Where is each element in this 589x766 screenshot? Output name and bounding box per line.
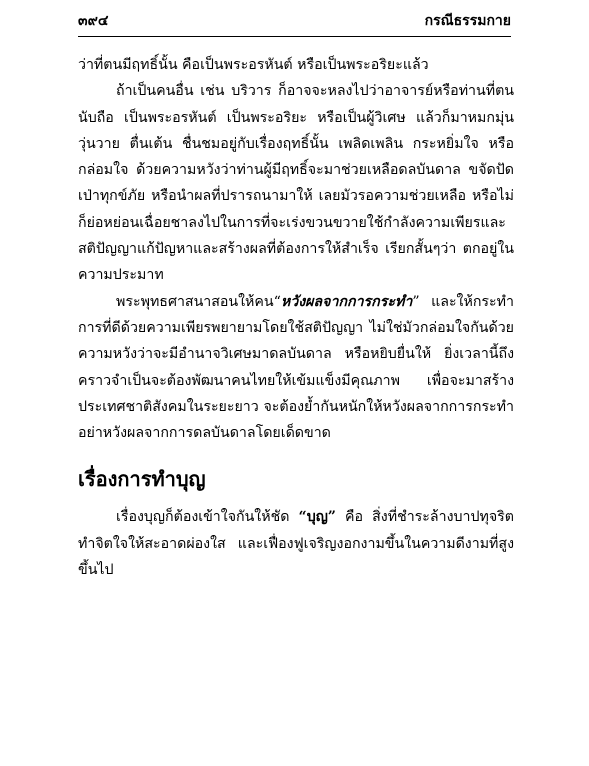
paragraph-text: ถ้าเป็นคนอื่น เช่น บริวาร ก็อาจจะหลงไปว่าอาจารย์หรือท่านที่ตนนับถือ เป็นพระอรหันต์ เป็นพระอริยะ หรือเป็นผู้วิเศษ แล้วก็มาหมกมุ่นวุ่นวาย ตื่นเต้น ชื่นชมอยู่กับเรื่องฤทธิ์นั้น เพลิดเพลิน กระหยิ่มใจ หรือกล่อมใจ ด้วยความหวังว่าท่านผู้มีฤทธิ์จะมาช่วยเหลือดลบันดาล ขจัดปัดเป่าทุกข์ภัย หรือนำผลที่ปรารถนามาให้ เลยมัวรอความช่วยเหลือ หรือไม่ก็ย่อหย่อนเฉื่อยชาลงไปในการที่จะเร่งขวนขวายใช้กำลังความเพียรและสติปัญญาแก้ปัญหาและสร้างผลที่ต้องการให้สำเร็จ เรียกสั้นๆว่า ตกอยู่ในความประมาท [78,83,514,284]
paragraph-text: คือ สิ่งที่ชำระล้างบาปทุจริต ทำจิตใจให้สะอาดผ่องใส และเฟื่องฟูเจริญงอกงามขึ้นในความดีงามที่สูงขึ้นไป [78,509,514,579]
emphasized-phrase: หวังผลจากการกระทำ [280,293,413,310]
paragraph-continuation [78,52,514,78]
paragraph-text: เรื่องบุญก็ต้องเข้าใจกันให้ชัด [116,509,299,526]
defined-term: “บุญ” [298,509,336,526]
open-quote: “ [273,293,281,310]
running-title: กรณีธรรมกาย [424,13,511,29]
paragraph-text: พระพุทธศาสนาสอนให้คน [116,293,274,310]
paragraph-text: ว่าที่ตนมีฤทธิ์นั้น คือเป็นพระอรหันต์ หรือเป็นพระอริยะแล้ว [78,57,429,73]
header-divider [78,36,511,37]
paragraph [78,504,514,583]
page-body [78,52,514,583]
close-quote: ” [412,293,420,310]
page-header [78,10,511,32]
paragraph [78,78,514,288]
page-number: ๓๙๔ [78,13,109,29]
section-heading: เรื่องการทำบุญ [78,467,206,492]
paragraph [78,289,514,447]
paragraph-text: และให้กระทำการที่ดีด้วยความเพียรพยายามโดยใช้สติปัญญา ไม่ใช่มัวกล่อมใจกันด้วยความหวังว่าจะมีอำนาจวิเศษมาดลบันดาล หรือหยิบยื่นให้ ยิ่งเวลานี้ถึงคราวจำเป็นจะต้องพัฒนาคนไทยให้เข้มแข็งมีคุณภาพ เพื่อจะมาสร้างประเทศชาติสังคมในระยะยาว จะต้องย้ำกันหนักให้หวังผลจากการกระทำ อย่าหวังผลจากการดลบันดาลโดยเด็ดขาด [78,293,514,442]
